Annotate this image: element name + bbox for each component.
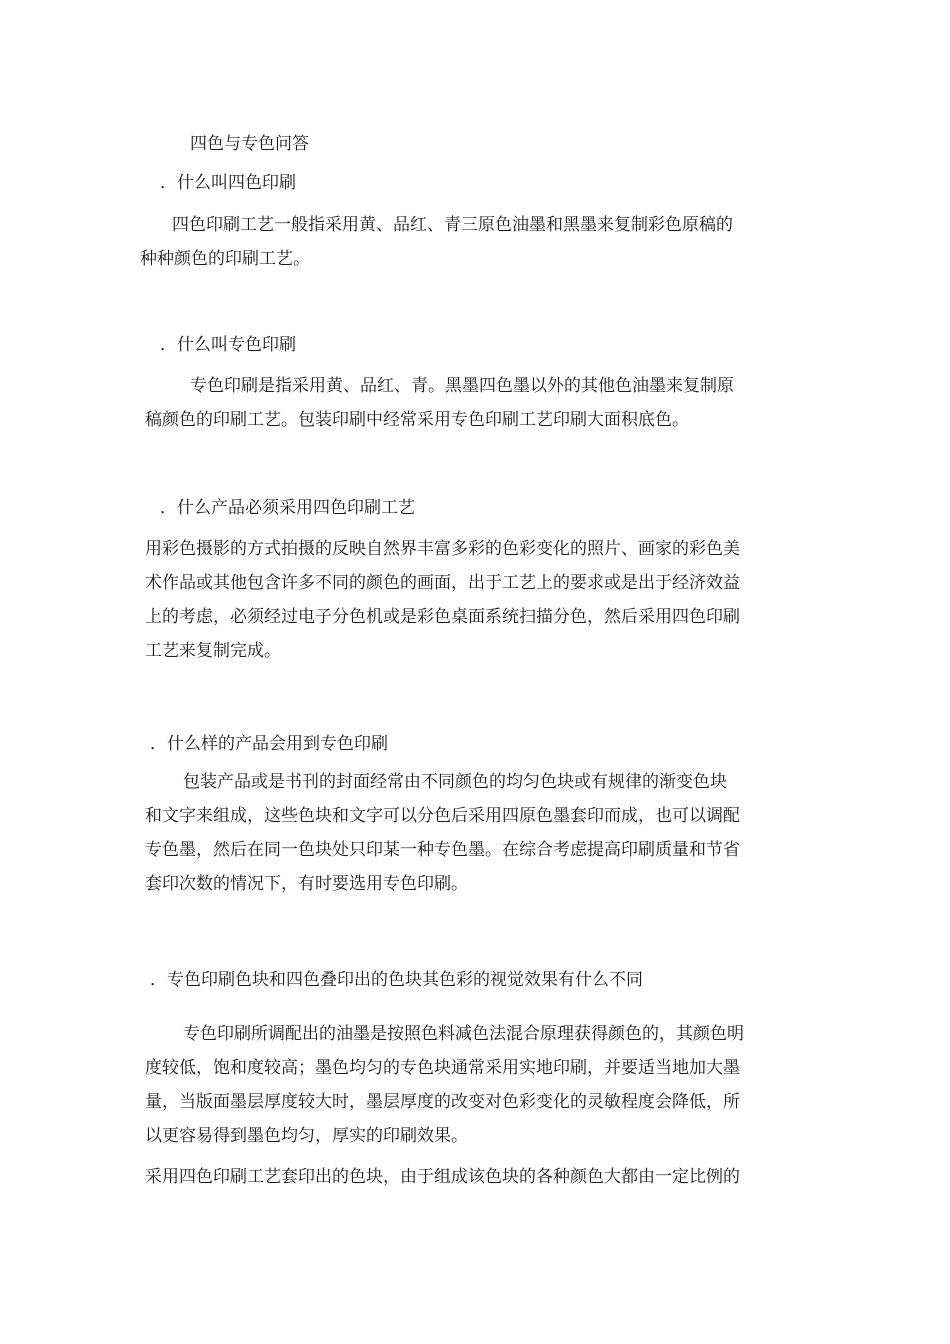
answer-3-line: 术作品或其他包含许多不同的颜色的画面，出于工艺上的要求或是出于经济效益 bbox=[145, 573, 740, 593]
answer-2-line: 专色印刷是指采用黄、品红、青。黑墨四色墨以外的其他色油墨来复制原 bbox=[190, 376, 734, 396]
answer-4-line: 套印次数的情况下，有时要选用专色印刷。 bbox=[145, 874, 468, 894]
answer-5-line: 量，当版面墨层厚度较大时，墨层厚度的改变对色彩变化的灵敏程度会降低，所 bbox=[145, 1092, 740, 1112]
question-3-heading: ．什么产品必须采用四色印刷工艺 bbox=[160, 498, 415, 518]
answer-4-line: 包装产品或是书刊的封面经常由不同颜色的均匀色块或有规律的渐变色块 bbox=[183, 772, 727, 792]
answer-5-continuation bbox=[145, 1160, 740, 1194]
answer-1-line: 四色印刷工艺一般指采用黄、品红、青三原色油墨和黑墨来复制彩色原稿的 bbox=[172, 215, 733, 235]
answer-3-line: 上的考虑，必须经过电子分色机或是彩色桌面系统扫描分色，然后采用四色印刷 bbox=[145, 607, 740, 627]
answer-2-line: 稿颜色的印刷工艺。包装印刷中经常采用专色印刷工艺印刷大面积底色。 bbox=[145, 410, 689, 430]
answer-4-line: 专色墨，然后在同一色块处只印某一种专色墨。在综合考虑提高印刷质量和节省 bbox=[145, 840, 740, 860]
question-2-heading: ．什么叫专色印刷 bbox=[160, 335, 296, 355]
answer-4-paragraph bbox=[145, 765, 740, 901]
document-title: 四色与专色问答 bbox=[190, 134, 309, 154]
answer-5-continuation-line: 采用四色印刷工艺套印出的色块，由于组成该色块的各种颜色大都由一定比例的 bbox=[145, 1167, 740, 1187]
answer-3-line: 用彩色摄影的方式拍摄的反映自然界丰富多彩的色彩变化的照片、画家的彩色美 bbox=[145, 539, 740, 559]
question-4-heading: ．什么样的产品会用到专色印刷 bbox=[150, 734, 388, 754]
answer-5-line: 专色印刷所调配出的油墨是按照色料减色法混合原理获得颜色的，其颜色明 bbox=[183, 1024, 744, 1044]
answer-5-paragraph bbox=[145, 1017, 744, 1153]
answer-2-paragraph bbox=[145, 369, 734, 437]
answer-1-line: 种种颜色的印刷工艺。 bbox=[140, 249, 310, 269]
answer-3-line: 工艺来复制完成。 bbox=[145, 641, 281, 661]
question-5-heading: ．专色印刷色块和四色叠印出的色块其色彩的视觉效果有什么不同 bbox=[150, 970, 643, 990]
answer-5-line: 以更容易得到墨色均匀，厚实的印刷效果。 bbox=[145, 1126, 468, 1146]
answer-3-paragraph bbox=[145, 532, 740, 668]
answer-5-line: 度较低，饱和度较高；墨色均匀的专色块通常采用实地印刷，并要适当地加大墨 bbox=[145, 1058, 740, 1078]
question-1-heading: ．什么叫四色印刷 bbox=[160, 173, 296, 193]
answer-1-paragraph bbox=[140, 208, 733, 276]
answer-4-line: 和文字来组成，这些色块和文字可以分色后采用四原色墨套印而成，也可以调配 bbox=[145, 806, 740, 826]
